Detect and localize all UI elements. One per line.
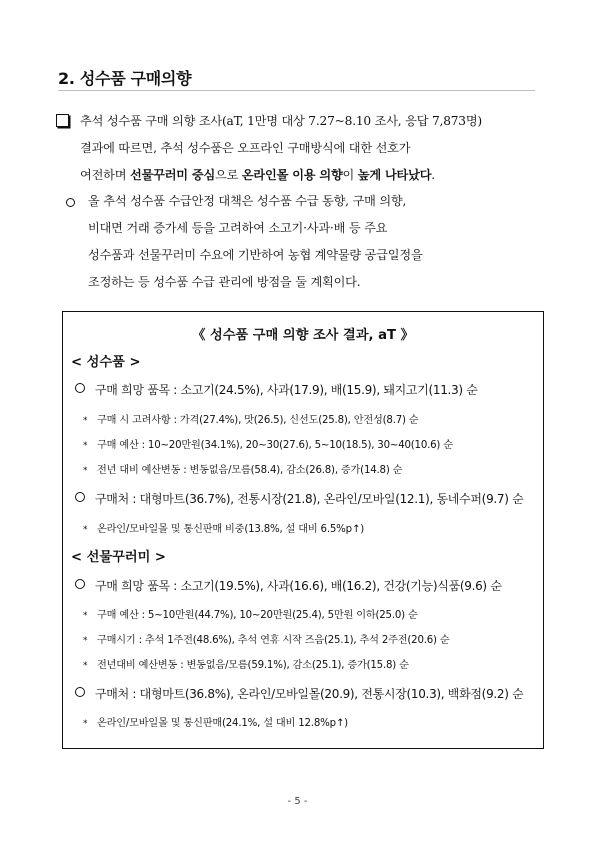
- circle-bullet-icon: [75, 492, 85, 502]
- sub-item: * 구매 예산 : 5~10만원(44.7%), 10~20만원(25.4), 5만원 이하(25.0) 순: [83, 610, 418, 621]
- sub-item: * 구매 시 고려사항 : 가격(27.4%), 맛(26.5), 신선도(25.8), 안전성(8.7) 순: [83, 415, 419, 426]
- paragraph-survey: [80, 108, 540, 189]
- title-underline: [58, 90, 535, 91]
- sub-item: * 전년 대비 예산변동 : 변동없음/모름(58.4), 감소(26.8), 증가(14.8) 순: [83, 465, 403, 476]
- box-title: 《 성수품 구매 의향 조사 결과, aT 》: [192, 328, 414, 343]
- paragraph-plan: [88, 188, 540, 296]
- list-item: 구매처 : 대형마트(36.7%), 전통시장(21.8), 온라인/모바일(12.1), 동네수퍼(9.7) 순: [75, 490, 523, 507]
- paragraph-line: 조정하는 등 성수품 수급 관리에 방점을 둘 계획이다.: [88, 275, 361, 289]
- group-heading-seasonal-goods: < 성수품 >: [71, 355, 141, 370]
- sub-item: * 온라인/모바일몰 및 통신판매(24.1%, 설 대비 12.8%p↑): [83, 718, 348, 729]
- sub-item: * 온라인/모바일몰 및 통신판매 비중(13.8%, 설 대비 6.5%p↑): [83, 524, 364, 535]
- emphasis-online-mall: 온라인몰 이용 의향: [241, 168, 343, 182]
- group-heading-gift-set: < 선물꾸러미 >: [71, 550, 166, 565]
- list-item: 구매 희망 품목 : 소고기(24.5%), 사과(17.9), 배(15.9), 돼지고기(11.3) 순: [75, 381, 478, 398]
- sub-item: * 구매 예산 : 10~20만원(34.1%), 20~30(27.6), 5~10(18.5), 30~40(10.6) 순: [83, 440, 453, 451]
- square-bullet-icon: [56, 114, 69, 127]
- paragraph-line: 성수품과 선물꾸러미 수요에 기반하여 농협 계약물량 공급일정을: [88, 248, 423, 262]
- list-item: 구매 희망 품목 : 소고기(19.5%), 사과(16.6), 배(16.2), 건강(기능)식품(9.6) 순: [75, 577, 502, 594]
- paragraph-line: 비대면 거래 증가세 등을 고려하여 소고기·사과·배 등 주요: [88, 221, 388, 235]
- list-item: 구매처 : 대형마트(36.8%), 온라인/모바일몰(20.9), 전통시장(10.3), 백화점(9.2) 순: [75, 685, 523, 702]
- emphasis-gift-set: 선물꾸러미 중심: [129, 168, 216, 182]
- paragraph-line: 올 추석 성수품 수급안정 대책은 성수품 수급 동향, 구매 의향,: [88, 194, 407, 208]
- sub-item: * 구매시기 : 추석 1주전(48.6%), 추석 연휴 시작 즈음(25.1), 추석 2주전(20.6) 순: [83, 635, 450, 646]
- circle-bullet-icon: [75, 579, 85, 589]
- circle-bullet-icon: [75, 383, 85, 393]
- circle-bullet-icon: [75, 687, 85, 697]
- section-title: 2. 성수품 구매의향: [58, 69, 192, 88]
- sub-item: * 전년대비 예산변동 : 변동없음/모름(59.1%), 감소(25.1), 증가(15.8) 순: [83, 660, 409, 671]
- paragraph-line: 추석 성수품 구매 의향 조사(aT, 1만명 대상 7.27~8.10 조사, 응답 7,873명): [80, 114, 482, 128]
- survey-results-box: [62, 311, 544, 749]
- emphasis-high: 높게 나타났다: [357, 168, 432, 182]
- paragraph-line: 결과에 따르면, 추석 성수품은 오프라인 구매방식에 대한 선호가: [80, 141, 411, 155]
- circle-bullet-icon: [66, 198, 75, 207]
- page-number: - 5 -: [287, 796, 308, 807]
- paragraph-line: 여전하며 선물꾸러미 중심으로 온라인몰 이용 의향이 높게 나타났다.: [80, 168, 435, 182]
